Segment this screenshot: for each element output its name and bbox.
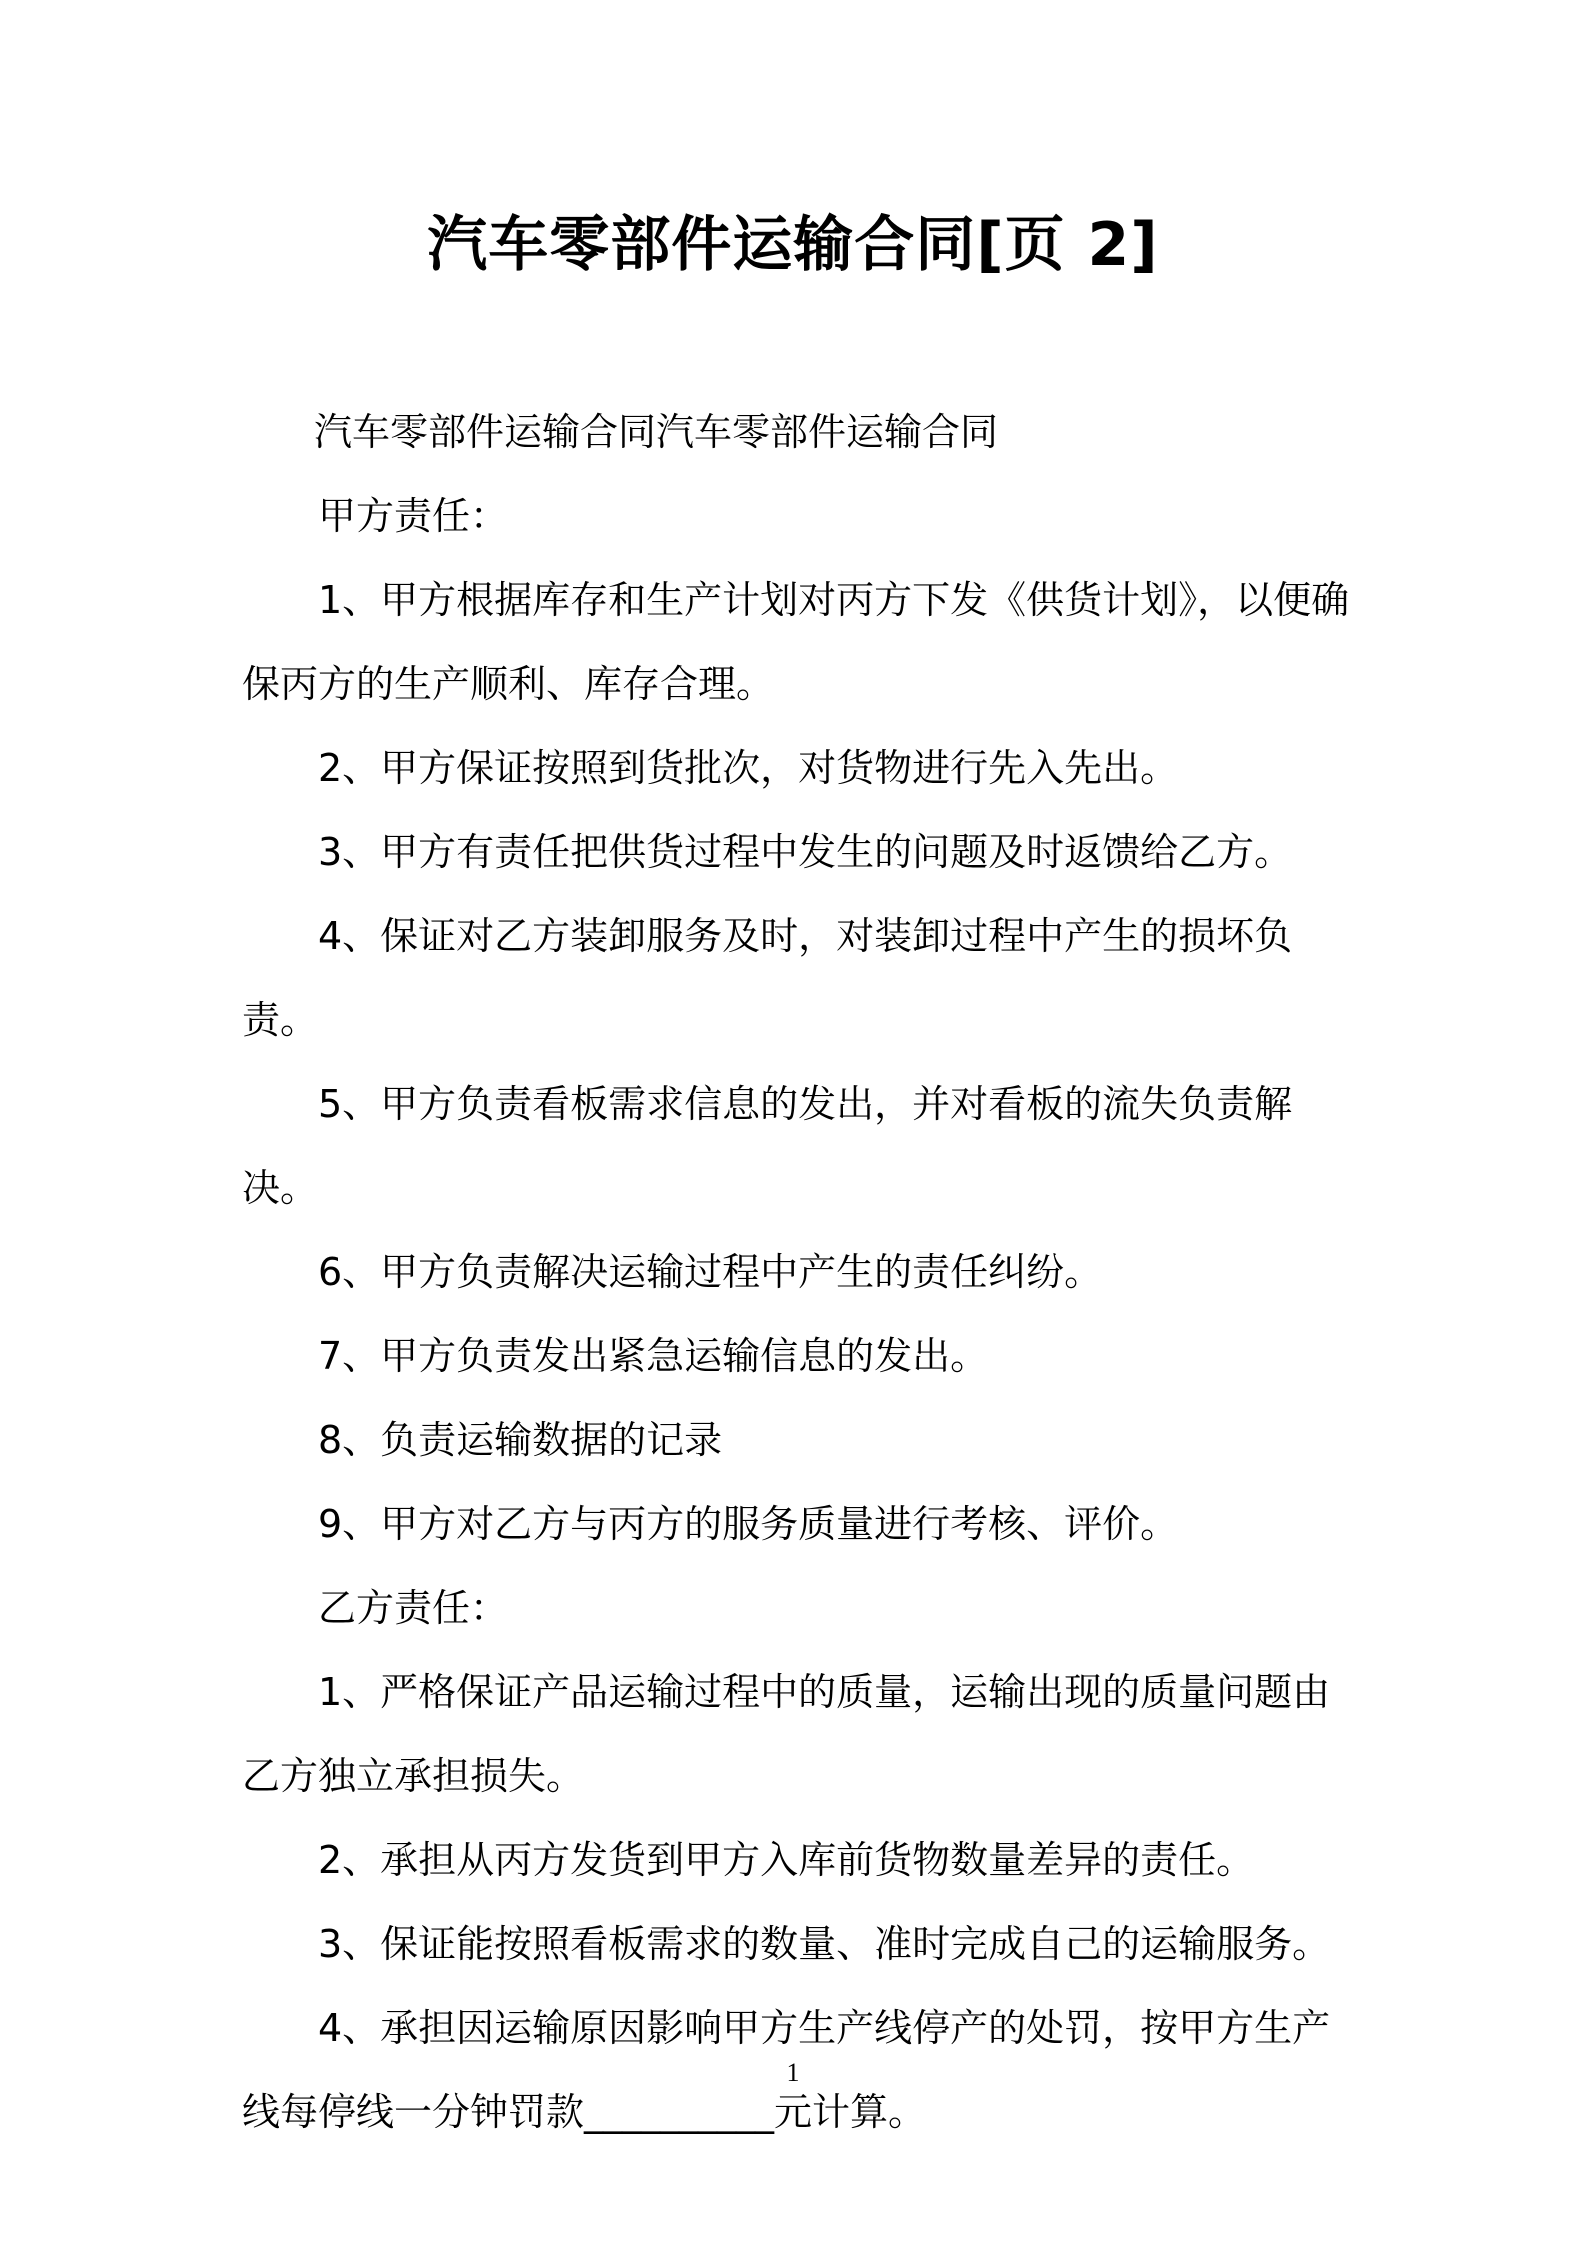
party-a-item: 7、甲方负责发出紧急运输信息的发出。 bbox=[318, 1334, 989, 1378]
party-a-item: 2、甲方保证按照到货批次，对货物进行先入先出。 bbox=[318, 746, 1179, 790]
document-title: 汽车零部件运输合同[页 2] bbox=[427, 210, 1159, 280]
document-body bbox=[242, 390, 1360, 2154]
party-a-item: 1、甲方根据库存和生产计划对丙方下发《供货计划》，以便确保丙方的生产顺利、库存合理。 bbox=[242, 578, 1350, 706]
party-b-item: 2、承担从丙方发货到甲方入库前货物数量差异的责任。 bbox=[318, 1838, 1255, 1882]
party-a-item: 4、保证对乙方装卸服务及时，对装卸过程中产生的损坏负责。 bbox=[242, 914, 1293, 1042]
party-b-heading: 乙方责任： bbox=[318, 1586, 509, 1630]
party-a-item: 6、甲方负责解决运输过程中产生的责任纠纷。 bbox=[318, 1250, 1103, 1294]
party-b-item: 1、严格保证产品运输过程中的质量，运输出现的质量问题由乙方独立承担损失。 bbox=[242, 1670, 1331, 1798]
party-b-item: 3、保证能按照看板需求的数量、准时完成自己的运输服务。 bbox=[318, 1922, 1331, 1966]
party-a-heading: 甲方责任： bbox=[318, 494, 509, 538]
party-b-item: 4、承担因运输原因影响甲方生产线停产的处罚，按甲方生产线每停线一分钟罚款__________元计算。 bbox=[242, 2006, 1331, 2134]
party-a-item: 8、负责运输数据的记录 bbox=[318, 1418, 723, 1462]
party-a-item: 3、甲方有责任把供货过程中发生的问题及时返馈给乙方。 bbox=[318, 830, 1293, 874]
page-number: 1 bbox=[786, 2058, 800, 2087]
party-a-item: 5、甲方负责看板需求信息的发出，并对看板的流失负责解决。 bbox=[242, 1082, 1293, 1210]
party-a-item: 9、甲方对乙方与丙方的服务质量进行考核、评价。 bbox=[318, 1502, 1179, 1546]
document-subtitle: 汽车零部件运输合同汽车零部件运输合同 bbox=[314, 410, 999, 454]
